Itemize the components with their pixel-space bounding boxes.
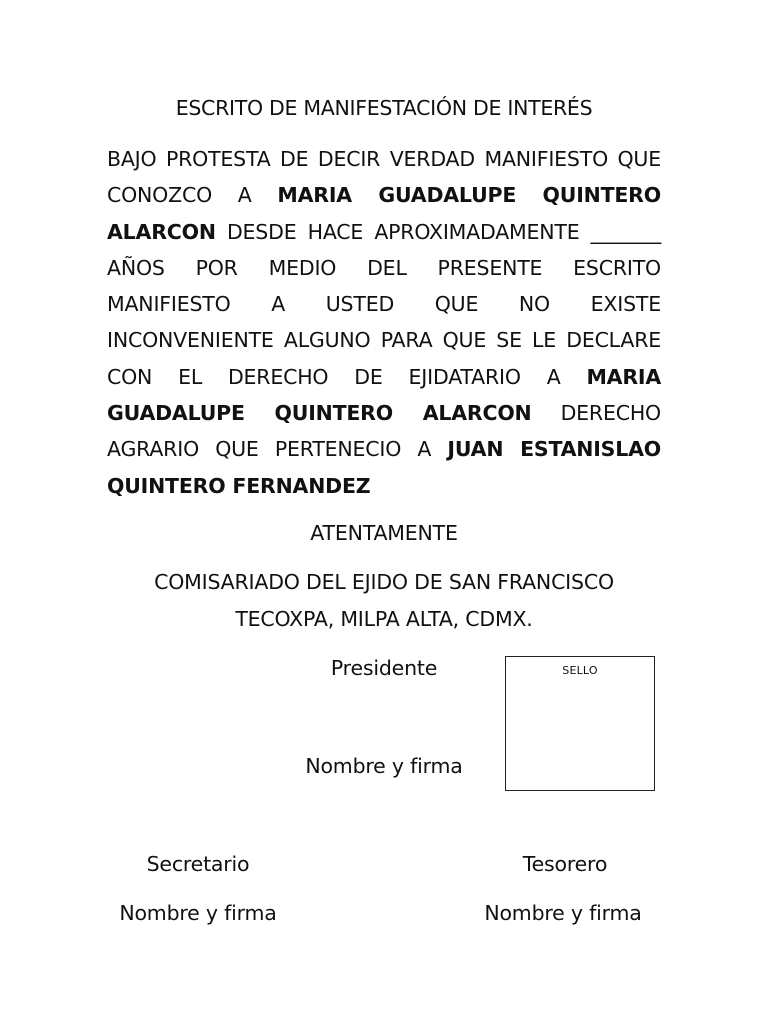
body-text-part-3: DERECHO AGRARIO QUE PERTENECIO A: [107, 401, 661, 462]
beneficiary-name: MARIA GUADALUPE QUINTERO ALARCON: [107, 183, 661, 244]
original-holder-name: JUAN ESTANISLAO QUINTERO FERNANDEZ: [107, 437, 662, 498]
body-text-part-1: BAJO PROTESTA DE DECIR VERDAD MANIFIESTO QUE CONOZCO A: [107, 147, 661, 208]
beneficiary-name-repeat: MARIA GUADALUPE QUINTERO ALARCON: [107, 364, 661, 426]
treasurer-label: Tesorero: [522, 852, 608, 876]
body-text-part-2: DESDE HACE APROXIMADAMENTE _______ AÑOS POR MEDIO DEL PRESENTE ESCRITO MANIFIESTO A USTED QUE NO EXISTE INCONVENIENTE ALGUNO PARA QUE SE LE DECLARE CON EL DERECHO DE EJIDATARIO A: [107, 219, 661, 389]
seal-label: SELLO: [562, 664, 598, 677]
body-paragraph: [107, 141, 661, 504]
secretary-signature-line: Nombre y firma: [119, 901, 277, 925]
seal-box: [505, 656, 655, 791]
organization-line-1: COMISARIADO DEL EJIDO DE SAN FRANCISCO: [154, 570, 614, 594]
document-title: ESCRITO DE MANIFESTACIÓN DE INTERÉS: [175, 96, 593, 120]
closing-text: ATENTAMENTE: [310, 521, 458, 545]
organization-line-2: TECOXPA, MILPA ALTA, CDMX.: [235, 607, 533, 631]
treasurer-signature-line: Nombre y firma: [484, 901, 642, 925]
president-signature-line: Nombre y firma: [305, 754, 463, 778]
president-label: Presidente: [330, 656, 438, 680]
secretary-label: Secretario: [146, 852, 250, 876]
